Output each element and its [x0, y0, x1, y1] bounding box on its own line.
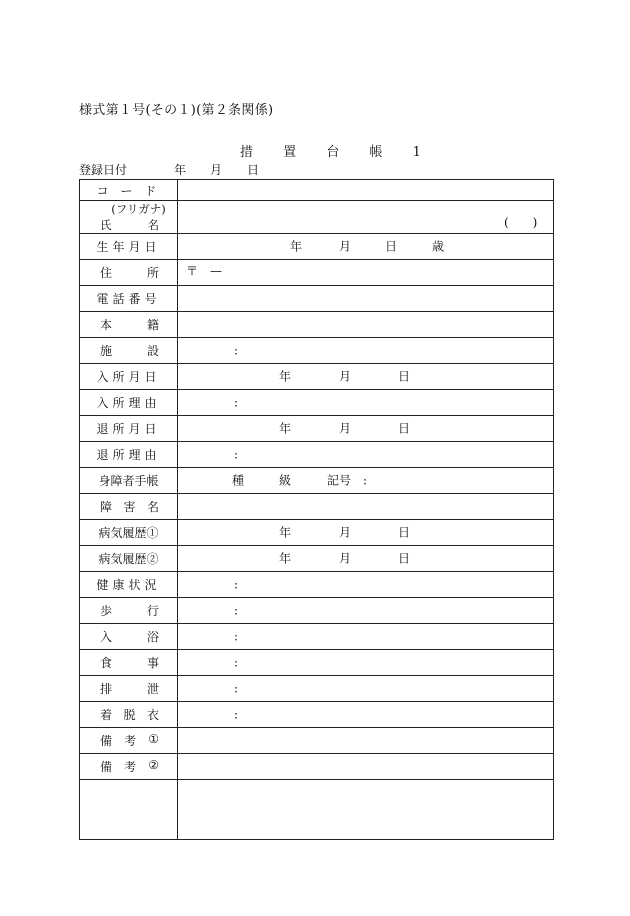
label-char: 入: [100, 630, 113, 644]
label-char: ②: [148, 758, 159, 772]
label-char: 考: [124, 734, 137, 748]
field-disability-book[interactable]: [178, 468, 554, 494]
discharge-reason-colon: :: [234, 446, 239, 461]
label-char: 行: [146, 604, 159, 618]
admission-year: 年: [279, 369, 292, 384]
label-char: 備: [100, 734, 113, 748]
row-disability-book: [80, 468, 554, 494]
facility-colon: :: [234, 342, 239, 357]
label-walking: [80, 598, 178, 624]
field-dressing[interactable]: [178, 702, 554, 728]
age-paren: ( ): [504, 216, 538, 231]
field-facility[interactable]: [178, 338, 554, 364]
walking-colon: :: [234, 602, 239, 617]
label-code: コ ー ド: [80, 180, 178, 201]
label-birth: 生年月日: [80, 234, 178, 260]
field-history2[interactable]: [178, 546, 554, 572]
ledger-table: [79, 179, 554, 840]
label-eating: [80, 650, 178, 676]
label-excretion: [80, 676, 178, 702]
label-discharge-date: 退所月日: [80, 416, 178, 442]
row-excretion: [80, 676, 554, 702]
row-remarks1: [80, 728, 554, 754]
label-address: [80, 260, 178, 286]
history1-day: 日: [398, 525, 411, 540]
furigana-label: (フリガナ): [111, 202, 166, 216]
label-char: 考: [124, 760, 137, 774]
title-number: 1: [412, 145, 421, 160]
history2-month: 月: [339, 551, 352, 566]
label-domicile: [80, 312, 178, 338]
birth-age: 歳: [432, 239, 445, 254]
row-discharge-date: [80, 416, 554, 442]
field-walking[interactable]: [178, 598, 554, 624]
field-domicile[interactable]: [178, 312, 554, 338]
history2-year: 年: [279, 551, 292, 566]
row-birth: [80, 234, 554, 260]
row-name: [80, 201, 554, 234]
label-char: 名: [147, 218, 159, 232]
registration-day: 日: [247, 163, 260, 177]
label-char: ①: [148, 732, 159, 746]
health-colon: :: [234, 576, 239, 591]
field-admission-reason[interactable]: [178, 390, 554, 416]
bathing-colon: :: [234, 628, 239, 643]
label-phone: 電話番号: [80, 286, 178, 312]
label-char: 歩: [100, 604, 113, 618]
label-char: 衣: [146, 708, 159, 722]
label-admission-reason: 入所理由: [80, 390, 178, 416]
postal-mark: 〒 —: [186, 264, 223, 278]
label-char: 泄: [146, 682, 159, 696]
document-title: [240, 141, 421, 160]
label-remarks2: [80, 754, 178, 780]
row-walking: [80, 598, 554, 624]
field-excretion[interactable]: [178, 676, 554, 702]
label-char: 浴: [146, 630, 159, 644]
discharge-day: 日: [398, 421, 411, 436]
field-phone[interactable]: [178, 286, 554, 312]
field-code[interactable]: [178, 180, 554, 201]
row-disability-name: [80, 494, 554, 520]
label-char: 脱: [123, 708, 136, 722]
field-discharge-date[interactable]: [178, 416, 554, 442]
row-admission-reason: [80, 390, 554, 416]
row-dressing: [80, 702, 554, 728]
label-history2: 病気履歴②: [80, 546, 178, 572]
field-history1[interactable]: [178, 520, 554, 546]
label-char: 所: [146, 266, 159, 280]
label-admission-date: 入所月日: [80, 364, 178, 390]
label-char: 排: [100, 682, 113, 696]
field-admission-date[interactable]: [178, 364, 554, 390]
field-health[interactable]: [178, 572, 554, 598]
row-discharge-reason: [80, 442, 554, 468]
eating-colon: :: [234, 654, 239, 669]
registration-label: 登録日付: [79, 163, 128, 177]
label-dressing: [80, 702, 178, 728]
history1-year: 年: [279, 525, 292, 540]
row-bathing: [80, 624, 554, 650]
row-phone: [80, 286, 554, 312]
admission-day: 日: [398, 369, 411, 384]
form-number-label: 様式第１号(その１)(第２条関係): [79, 103, 274, 118]
label-discharge-reason: 退所理由: [80, 442, 178, 468]
label-char: 氏: [100, 218, 112, 232]
row-remarks2: [80, 754, 554, 780]
label-remarks1: [80, 728, 178, 754]
history1-month: 月: [339, 525, 352, 540]
field-address[interactable]: [178, 260, 554, 286]
admission-month: 月: [339, 369, 352, 384]
row-address: [80, 260, 554, 286]
row-history1: [80, 520, 554, 546]
field-discharge-reason[interactable]: [178, 442, 554, 468]
field-remarks2[interactable]: [178, 754, 554, 780]
discharge-month: 月: [339, 421, 352, 436]
name-label: [100, 217, 177, 233]
row-eating: [80, 650, 554, 676]
label-health: 健康状況: [80, 572, 178, 598]
label-char: 名: [146, 500, 159, 514]
label-blank: [80, 780, 178, 840]
birth-day: 日: [385, 239, 398, 254]
birth-month: 月: [339, 239, 352, 254]
field-birth[interactable]: [178, 234, 554, 260]
dressing-colon: :: [234, 706, 239, 721]
label-char: 食: [100, 656, 113, 670]
field-remarks1[interactable]: [178, 728, 554, 754]
label-disability-name: [80, 494, 178, 520]
label-char: 事: [146, 656, 159, 670]
excretion-colon: :: [234, 680, 239, 695]
row-history2: [80, 546, 554, 572]
row-facility: [80, 338, 554, 364]
title-char-3: 台: [326, 145, 340, 160]
row-health: [80, 572, 554, 598]
disability-symbol: 記号 :: [327, 473, 368, 488]
disability-kind: 種: [232, 473, 245, 488]
title-char-4: 帳: [369, 145, 383, 160]
history2-day: 日: [398, 551, 411, 566]
row-domicile: [80, 312, 554, 338]
label-char: 設: [146, 344, 159, 358]
registration-month: 月: [210, 163, 223, 177]
label-char: 施: [100, 344, 113, 358]
label-history1: 病気履歴①: [80, 520, 178, 546]
title-char-2: 置: [283, 145, 297, 160]
registration-year: 年: [174, 163, 187, 177]
label-char: 本: [100, 318, 113, 332]
label-char: 備: [100, 760, 113, 774]
field-name[interactable]: [178, 201, 554, 234]
label-name: [80, 201, 178, 234]
label-disability-book: 身障者手帳: [80, 468, 178, 494]
field-eating[interactable]: [178, 650, 554, 676]
label-char: 籍: [146, 318, 159, 332]
label-char: 害: [123, 500, 136, 514]
title-char-1: 措: [240, 145, 254, 160]
discharge-year: 年: [279, 421, 292, 436]
row-code: [80, 180, 554, 201]
row-blank: [80, 780, 554, 840]
label-char: 住: [100, 266, 113, 280]
label-char: 着: [100, 708, 113, 722]
label-char: 障: [100, 500, 113, 514]
field-disability-name[interactable]: [178, 494, 554, 520]
field-blank[interactable]: [178, 780, 554, 840]
admission-reason-colon: :: [234, 394, 239, 409]
disability-grade: 級: [279, 473, 292, 488]
registration-date-line: [79, 161, 260, 178]
birth-year: 年: [290, 239, 303, 254]
field-bathing[interactable]: [178, 624, 554, 650]
label-bathing: [80, 624, 178, 650]
label-facility: [80, 338, 178, 364]
row-admission-date: [80, 364, 554, 390]
